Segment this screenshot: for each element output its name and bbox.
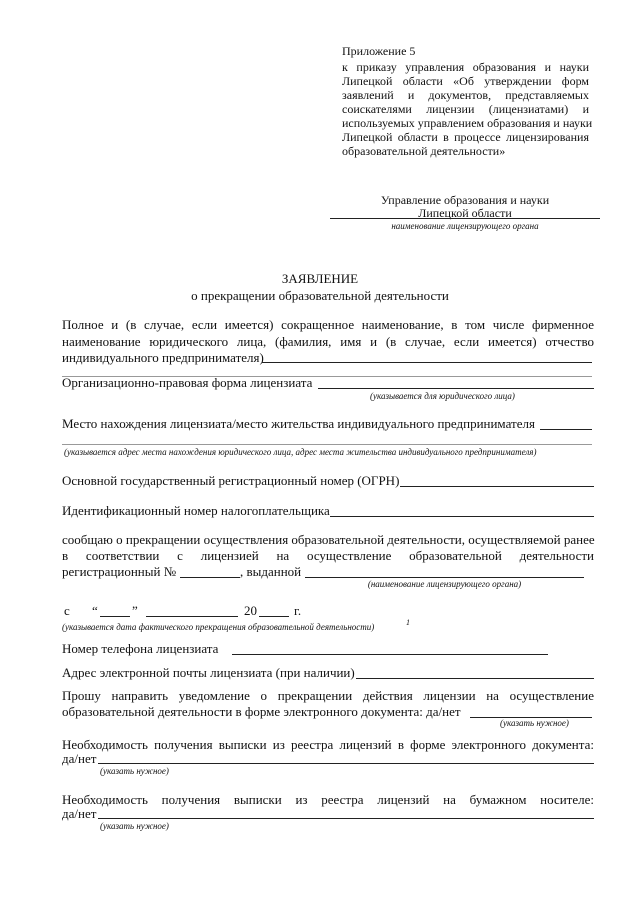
document-subtitle: о прекращении образовательной деятельности <box>191 288 449 303</box>
footnote-mark: 1 <box>406 618 410 627</box>
full-name-label: индивидуального предпринимателя) <box>62 350 264 365</box>
extract-paper-yes-no: да/нет <box>62 806 97 821</box>
document-title: ЗАЯВЛЕНИЕ <box>281 271 359 286</box>
addressee-caption: наименование лицензирующего органа <box>391 221 539 231</box>
reg-number-label: регистрационный № <box>62 564 177 579</box>
date-year-field[interactable] <box>259 616 289 617</box>
email-label: Адрес электронной почты лицензиата (при наличии) <box>62 665 355 680</box>
specify-hint: (указать нужное) <box>100 766 169 776</box>
date-year-suffix: г. <box>294 603 302 618</box>
appendix-line: Липецкой области «Об утверждении форм <box>342 74 589 88</box>
extract-electronic-yes-no: да/нет <box>62 751 97 766</box>
ogrn-label: Основной государственный регистрационный номер (ОГРН) <box>62 473 400 488</box>
appendix-line: заявлений и документов, представляемых <box>342 88 589 102</box>
extract-paper-field[interactable] <box>98 818 594 819</box>
appendix-line: используемых управлением образования и науки <box>342 116 593 130</box>
full-name-label: наименование юридического лица, (фамилия, имя и (в случае, если имеется) отчество <box>62 334 594 349</box>
specify-hint: (указать нужное) <box>500 718 569 728</box>
location-label: Место нахождения лицензиата/место жительства индивидуального предпринимателя <box>62 416 535 431</box>
addressee-line: Управление образования и науки <box>380 193 550 207</box>
inn-label: Идентификационный номер налогоплательщика <box>62 503 330 518</box>
date-day-field[interactable] <box>100 616 130 617</box>
notify-text: в соответствии с лицензией на осуществление образовательной деятельности <box>62 548 594 563</box>
location-field[interactable] <box>540 429 592 430</box>
date-quote-open: “ <box>92 603 98 618</box>
extract-paper-text: Необходимость получения выписки из реестра лицензий на бумажном носителе: <box>62 792 594 807</box>
date-quote-close: ” <box>132 603 138 618</box>
extract-electronic-text: Необходимость получения выписки из реестра лицензий в форме электронного документа: <box>62 737 594 752</box>
location-field[interactable] <box>62 444 592 445</box>
notify-text: сообщаю о прекращении осуществления образовательной деятельности, осуществляемой ранее <box>62 532 595 547</box>
phone-field[interactable] <box>232 654 548 655</box>
legal-form-label: Организационно-правовая форма лицензиата <box>62 375 313 390</box>
email-field[interactable] <box>356 678 594 679</box>
phone-label: Номер телефона лицензиата <box>62 641 219 656</box>
legal-form-hint: (указывается для юридического лица) <box>370 391 515 401</box>
electronic-notice-text: образовательной деятельности в форме электронного документа: да/нет <box>62 704 461 719</box>
appendix-line: к приказу управления образования и науки <box>342 60 589 74</box>
appendix-line: соискателями лицензии (лицензиатами) и <box>342 102 589 116</box>
appendix-title: Приложение 5 <box>342 44 416 58</box>
full-name-field[interactable] <box>262 362 592 363</box>
addressee-line: Липецкой области <box>418 206 512 220</box>
issued-label: , выданной <box>240 564 302 579</box>
legal-form-field[interactable] <box>318 388 594 389</box>
date-from-label: с <box>64 603 70 618</box>
date-hint: (указывается дата фактического прекращения образовательной деятельности) <box>62 622 375 632</box>
issued-hint: (наименование лицензирующего органа) <box>367 579 522 589</box>
date-month-field[interactable] <box>146 616 238 617</box>
reg-number-field[interactable] <box>180 577 240 578</box>
location-hint: (указывается адрес места нахождения юридического лица, адрес места жительства индивидуального предпринимателя) <box>64 447 537 457</box>
ogrn-field[interactable] <box>400 486 594 487</box>
full-name-label: Полное и (в случае, если имеется) сокращенное наименование, в том числе фирменное <box>62 317 594 332</box>
specify-hint: (указать нужное) <box>100 821 169 831</box>
appendix-line: образовательной деятельности» <box>342 144 506 158</box>
issued-by-field[interactable] <box>305 577 584 578</box>
appendix-line: Липецкой области в процессе лицензирования <box>342 130 589 144</box>
addressee-underline <box>330 218 600 219</box>
electronic-notice-text: Прошу направить уведомление о прекращении действия лицензии на осуществление <box>62 688 594 703</box>
inn-field[interactable] <box>330 516 594 517</box>
date-century: 20 <box>244 603 257 618</box>
extract-electronic-field[interactable] <box>98 763 594 764</box>
